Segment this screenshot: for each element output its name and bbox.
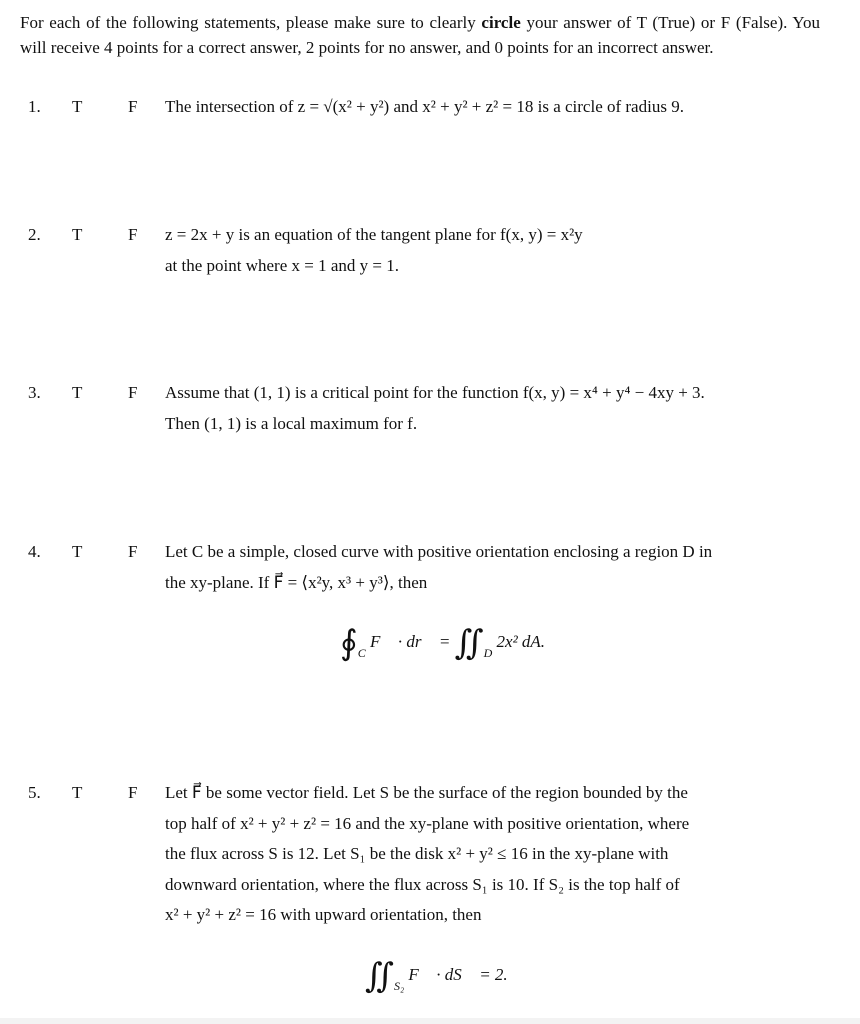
integral-subscript: C: [357, 646, 366, 660]
statement-line: the xy-plane. If F⃗ = ⟨x²y, x³ + y³⟩, then: [165, 573, 428, 592]
equation-body: F⃗ · dS⃗ = 2.: [408, 965, 508, 984]
false-option[interactable]: F: [128, 225, 138, 244]
problem-number: 5.: [28, 783, 41, 802]
statement-line: Let C be a simple, closed curve with positive orientation enclosing a region D in: [165, 542, 713, 561]
true-option[interactable]: T: [72, 225, 83, 244]
problem-number: 2.: [28, 225, 41, 244]
false-option[interactable]: F: [128, 783, 138, 802]
true-option[interactable]: T: [72, 97, 83, 116]
instructions-part1: For each of the following statements, please make sure to clearly: [20, 13, 476, 32]
display-equation: [340, 616, 546, 663]
problem-number: 3.: [28, 383, 41, 402]
false-option[interactable]: F: [128, 97, 138, 116]
page-bottom-edge: [0, 1018, 860, 1024]
statement-line: top half of x² + y² + z² = 16 and the xy-plane with positive orientation, where: [165, 814, 690, 833]
equation-left-body: F⃗ · dr⃗ =: [369, 632, 451, 651]
true-option[interactable]: T: [72, 383, 83, 402]
instructions: [20, 10, 820, 60]
instructions-emphasis: circle: [481, 13, 521, 32]
statement-line: downward orientation, where the flux across S₁ is 10. If S₂ is the top half of: [165, 875, 680, 894]
statement-line: Assume that (1, 1) is a critical point for the function f(x, y) = x⁴ + y⁴ − 4xy + 3.: [165, 383, 705, 402]
statement-line: The intersection of z = √(x² + y²) and x² + y² + z² = 18 is a circle of radius 9.: [165, 97, 684, 116]
true-option[interactable]: T: [72, 542, 83, 561]
integral-subscript: S₂: [393, 979, 405, 993]
integral-subscript: D: [483, 646, 493, 660]
problem-number: 1.: [28, 97, 41, 116]
statement-line: at the point where x = 1 and y = 1.: [165, 256, 399, 275]
true-option[interactable]: T: [72, 783, 83, 802]
double-integral-sign: ∬: [454, 623, 484, 663]
statement-line: z = 2x + y is an equation of the tangent plane for f(x, y) = x²y: [165, 225, 583, 244]
double-integral-sign: ∬: [365, 956, 394, 996]
instructions-part2: your answer of T (True) or F (False). You will receive 4 points for a correct answer, 2 points for no answer, and 0 points for an incorrect answer.: [20, 13, 820, 57]
statement-line: Then (1, 1) is a local maximum for f.: [165, 414, 418, 433]
display-equation: [365, 949, 508, 996]
statement-line: Let F⃗ be some vector field. Let S be the surface of the region bounded by the: [165, 783, 688, 802]
contour-integral-sign: ∮: [340, 623, 358, 663]
false-option[interactable]: F: [128, 542, 138, 561]
statement-line: the flux across S is 12. Let S₁ be the disk x² + y² ≤ 16 in the xy-plane with: [165, 844, 669, 863]
statement-line: x² + y² + z² = 16 with upward orientation, then: [165, 905, 482, 924]
problem-number: 4.: [28, 542, 41, 561]
false-option[interactable]: F: [128, 383, 138, 402]
equation-right-body: 2x² dA.: [496, 632, 546, 651]
